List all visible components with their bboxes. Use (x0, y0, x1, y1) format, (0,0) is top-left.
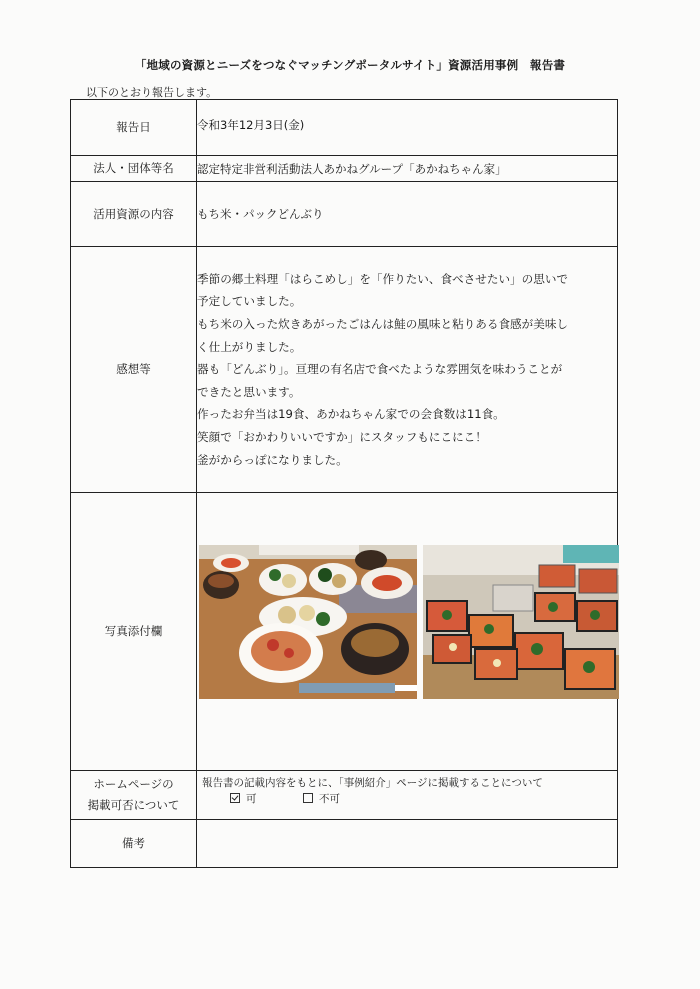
photo-area (197, 493, 618, 771)
checkbox-empty-icon[interactable] (303, 793, 313, 803)
row-photos (71, 493, 618, 771)
row-organization (71, 156, 618, 182)
value-resource: もち米・パックどんぶり (197, 182, 618, 247)
row-resource (71, 182, 618, 247)
consent-text: 報告書の記載内容をもとに、「事例紹介」ページに掲載することについて (202, 777, 543, 789)
impression-line: できたと思います。 (197, 384, 301, 399)
report-title: 「地域の資源とニーズをつなぐマッチングポータルサイト」資源活用事例 報告書 (134, 58, 566, 72)
label-organization: 法人・団体等名 (71, 156, 197, 182)
impression-line: もち米の入った炊きあがったごはんは鮭の風味と粘りある食感が美味し (197, 317, 569, 332)
label-remarks: 備考 (71, 820, 197, 868)
option-yes[interactable] (230, 791, 257, 806)
photo-meal-table (199, 545, 417, 699)
value-consent (197, 771, 618, 820)
report-table (70, 99, 618, 868)
label-impressions: 感想等 (71, 247, 197, 493)
photo-bento-boxes (423, 545, 619, 699)
impression-line: 笑顔で「おかわりいいですか」にスタッフもにこにこ！ (197, 429, 487, 444)
value-organization: 認定特定非営利活動法人あかねグループ「あかねちゃん家」 (197, 156, 618, 182)
option-no[interactable] (303, 791, 340, 806)
value-remarks (197, 820, 618, 868)
checkbox-checked-icon[interactable] (230, 793, 240, 803)
impression-line: 器も「どんぶり」。亘理の有名店で食べたような雰囲気を味わうことが (197, 362, 563, 377)
label-consent-line2: 掲載可否について (87, 798, 180, 812)
label-photos: 写真添付欄 (71, 493, 197, 771)
label-resource: 活用資源の内容 (71, 182, 197, 247)
option-yes-label: 可 (246, 793, 257, 805)
label-consent-line1: ホームページの (93, 777, 174, 791)
impression-line: 釜がからっぽになりました。 (197, 452, 348, 467)
value-report-date: 令和3年12月3日(金) (197, 100, 618, 156)
row-impressions (71, 247, 618, 493)
impression-line: く仕上がりました。 (197, 339, 302, 354)
intro-text: 以下のとおり報告します。 (86, 86, 218, 99)
value-impressions (197, 247, 618, 493)
label-consent (71, 771, 197, 820)
impression-line: 季節の郷土料理「はらこめし」を「作りたい、食べさせたい」の思いで (197, 271, 569, 286)
row-report-date (71, 100, 618, 156)
row-consent (71, 771, 618, 820)
impression-line: 予定していました。 (197, 294, 302, 309)
row-remarks (71, 820, 618, 868)
option-no-label: 不可 (319, 793, 340, 805)
label-report-date: 報告日 (71, 100, 197, 156)
impression-line: 作ったお弁当は19食、あかねちゃん家での会食数は11食。 (197, 407, 505, 422)
